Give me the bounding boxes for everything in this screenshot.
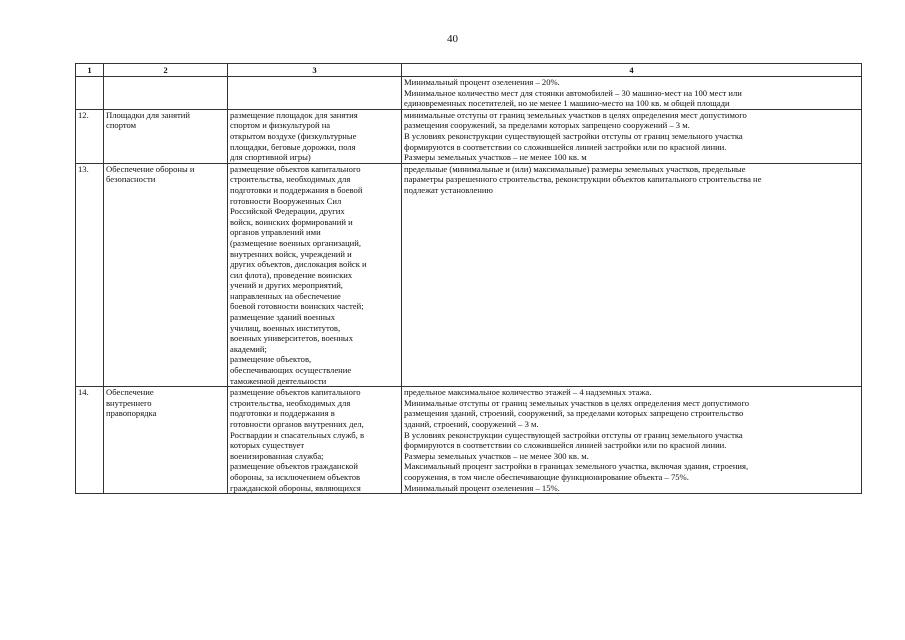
- row-number-cell: [76, 77, 104, 110]
- text-line: внутренних войск, учреждений и: [230, 248, 352, 259]
- use-type-cell: [104, 163, 228, 386]
- text-line: сил флота), проведение воинских: [230, 269, 353, 280]
- table-row: [76, 77, 862, 110]
- text-line: правопорядка: [106, 408, 157, 419]
- text-line: Размеры земельных участков – не менее 300 кв. м.: [404, 450, 589, 461]
- parameters-cell: [402, 109, 862, 163]
- text-line: Минимальный процент озеленения – 20%.: [404, 77, 560, 87]
- use-type-cell: [104, 387, 228, 494]
- text-line: размещение объектов гражданской: [230, 461, 358, 472]
- text-line: Обеспечение: [106, 387, 154, 398]
- description-cell: [228, 163, 402, 386]
- text-line: площадки, беговые дорожки, поля: [230, 141, 356, 152]
- text-line: таможенной деятельности: [230, 375, 327, 386]
- use-type-cell: [104, 109, 228, 163]
- text-line: направленных на обеспечение: [230, 290, 341, 301]
- text-line: открытом воздухе (физкультурные: [230, 130, 357, 141]
- text-line: подлежат установлению: [404, 184, 493, 195]
- text-line: Максимальный процент застройки в границах земельного участка, включая здания, строения,: [404, 461, 749, 472]
- text-line: Размеры земельных участков – не менее 100 кв. м: [404, 152, 587, 163]
- text-line: войск, воинских формирований и: [230, 216, 353, 227]
- text-line: для спортивной игры): [230, 152, 311, 163]
- header-cell-3: 3: [228, 64, 402, 77]
- header-cell-4: 4: [402, 64, 862, 77]
- text-line: готовности Вооруженных Сил: [230, 195, 342, 206]
- text-line: училищ, военных институтов,: [230, 322, 341, 333]
- text-line: размещение площадок для занятия: [230, 109, 358, 120]
- description-cell: [228, 109, 402, 163]
- text-line: размещение объектов капитального: [230, 163, 361, 174]
- text-line: параметры разрешенного строительства, реконструкции объектов капитального строительства не: [404, 174, 762, 185]
- description-cell: [228, 77, 402, 110]
- text-line: обеспечивающих осуществление: [230, 365, 352, 376]
- text-line: готовности органов внутренних дел,: [230, 419, 364, 429]
- text-line: В условиях реконструкции существующей застройки отступы от границ земельного участка: [404, 429, 743, 440]
- text-line: размещение объектов,: [230, 354, 312, 365]
- parameters-cell: [402, 77, 862, 110]
- text-line: Минимальный процент озеленения – 15%.: [404, 482, 560, 493]
- text-line: предельное максимальное количество этажей – 4 надземных этажа.: [404, 387, 652, 398]
- text-line: Минимальные отступы от границ земельных участков в целях определения мест допустимого: [404, 397, 750, 408]
- header-cell-2: 2: [104, 64, 228, 77]
- text-line: формируются в соответствии со сложившейся линией застройки или по красной линии.: [404, 440, 727, 451]
- text-line: минимальные отступы от границ земельных участков в целях определения мест допустимого: [404, 109, 747, 120]
- text-line: спортом и физкультурой на: [230, 120, 331, 131]
- header-cell-1: 1: [76, 64, 104, 77]
- parameters-cell: [402, 387, 862, 494]
- table-row: [76, 387, 862, 494]
- text-line: размещения сооружений, за пределами которых запрещено сооружений – 3 м.: [404, 120, 690, 131]
- text-line: военных университетов, военных: [230, 333, 354, 344]
- text-line: других объектов, дислокация войск и: [230, 259, 367, 270]
- text-line: формируются в соответствии со сложившейся линией застройки или по красной линии.: [404, 141, 727, 152]
- text-line: размещение зданий военных: [230, 312, 336, 323]
- text-line: предельные (минимальные и (или) максимальные) размеры земельных участков, предельные: [404, 163, 746, 174]
- text-line: подготовки и поддержания в боевой: [230, 184, 363, 195]
- description-cell: [228, 387, 402, 494]
- text-line: единовременных посетителей, но не менее 1 машино-место на 100 кв. м общей площади: [404, 98, 730, 109]
- text-line: Росгвардии и спасательных служб, в: [230, 429, 364, 440]
- text-line: строительства, необходимых для: [230, 397, 351, 408]
- text-line: размещения зданий, строений, сооружений, за пределами которых запрещено строительство: [404, 408, 744, 419]
- text-line: внутреннего: [106, 397, 152, 408]
- text-line: гражданской обороны, являющихся: [230, 482, 361, 493]
- text-line: сооружения, в том числе обеспечивающие функционирование объекта – 75%.: [404, 471, 689, 482]
- row-number-cell: 12.: [76, 109, 104, 163]
- text-line: В условиях реконструкции существующей застройки отступы от границ земельного участка: [404, 130, 743, 141]
- text-line: боевой готовности воинских частей;: [230, 301, 364, 312]
- text-line: размещение объектов капитального: [230, 387, 361, 398]
- text-line: безопасности: [106, 174, 156, 185]
- text-line: учений и других мероприятий,: [230, 280, 343, 291]
- text-line: спортом: [106, 120, 137, 131]
- text-line: академий;: [230, 343, 267, 354]
- text-line: военизированная служба;: [230, 450, 324, 461]
- text-line: (размещение военных организаций,: [230, 237, 362, 248]
- row-number-cell: 14.: [76, 387, 104, 494]
- text-line: Российской Федерации, других: [230, 206, 345, 217]
- page-number: 40: [447, 33, 458, 45]
- text-line: органов управлений ими: [230, 227, 321, 238]
- parameters-cell: [402, 163, 862, 386]
- text-line: строительства, необходимых для: [230, 174, 351, 185]
- text-line: Минимальное количество мест для стоянки автомобилей – 30 машино-мест на 100 мест или: [404, 87, 742, 98]
- text-line: которых существует: [230, 440, 305, 451]
- text-line: обороны, за исключением объектов: [230, 471, 361, 482]
- row-number-cell: 13.: [76, 163, 104, 386]
- table-row: [76, 163, 862, 386]
- table-header-row: [76, 64, 862, 77]
- zoning-table: [75, 63, 862, 494]
- text-line: Обеспечение обороны и: [106, 163, 195, 174]
- table-body: [76, 64, 862, 494]
- text-line: подготовки и поддержания в: [230, 408, 335, 419]
- text-line: Площадки для занятий: [106, 109, 190, 120]
- use-type-cell: [104, 77, 228, 110]
- table-row: [76, 109, 862, 163]
- text-line: зданий, строений, сооружений – 3 м.: [404, 419, 539, 429]
